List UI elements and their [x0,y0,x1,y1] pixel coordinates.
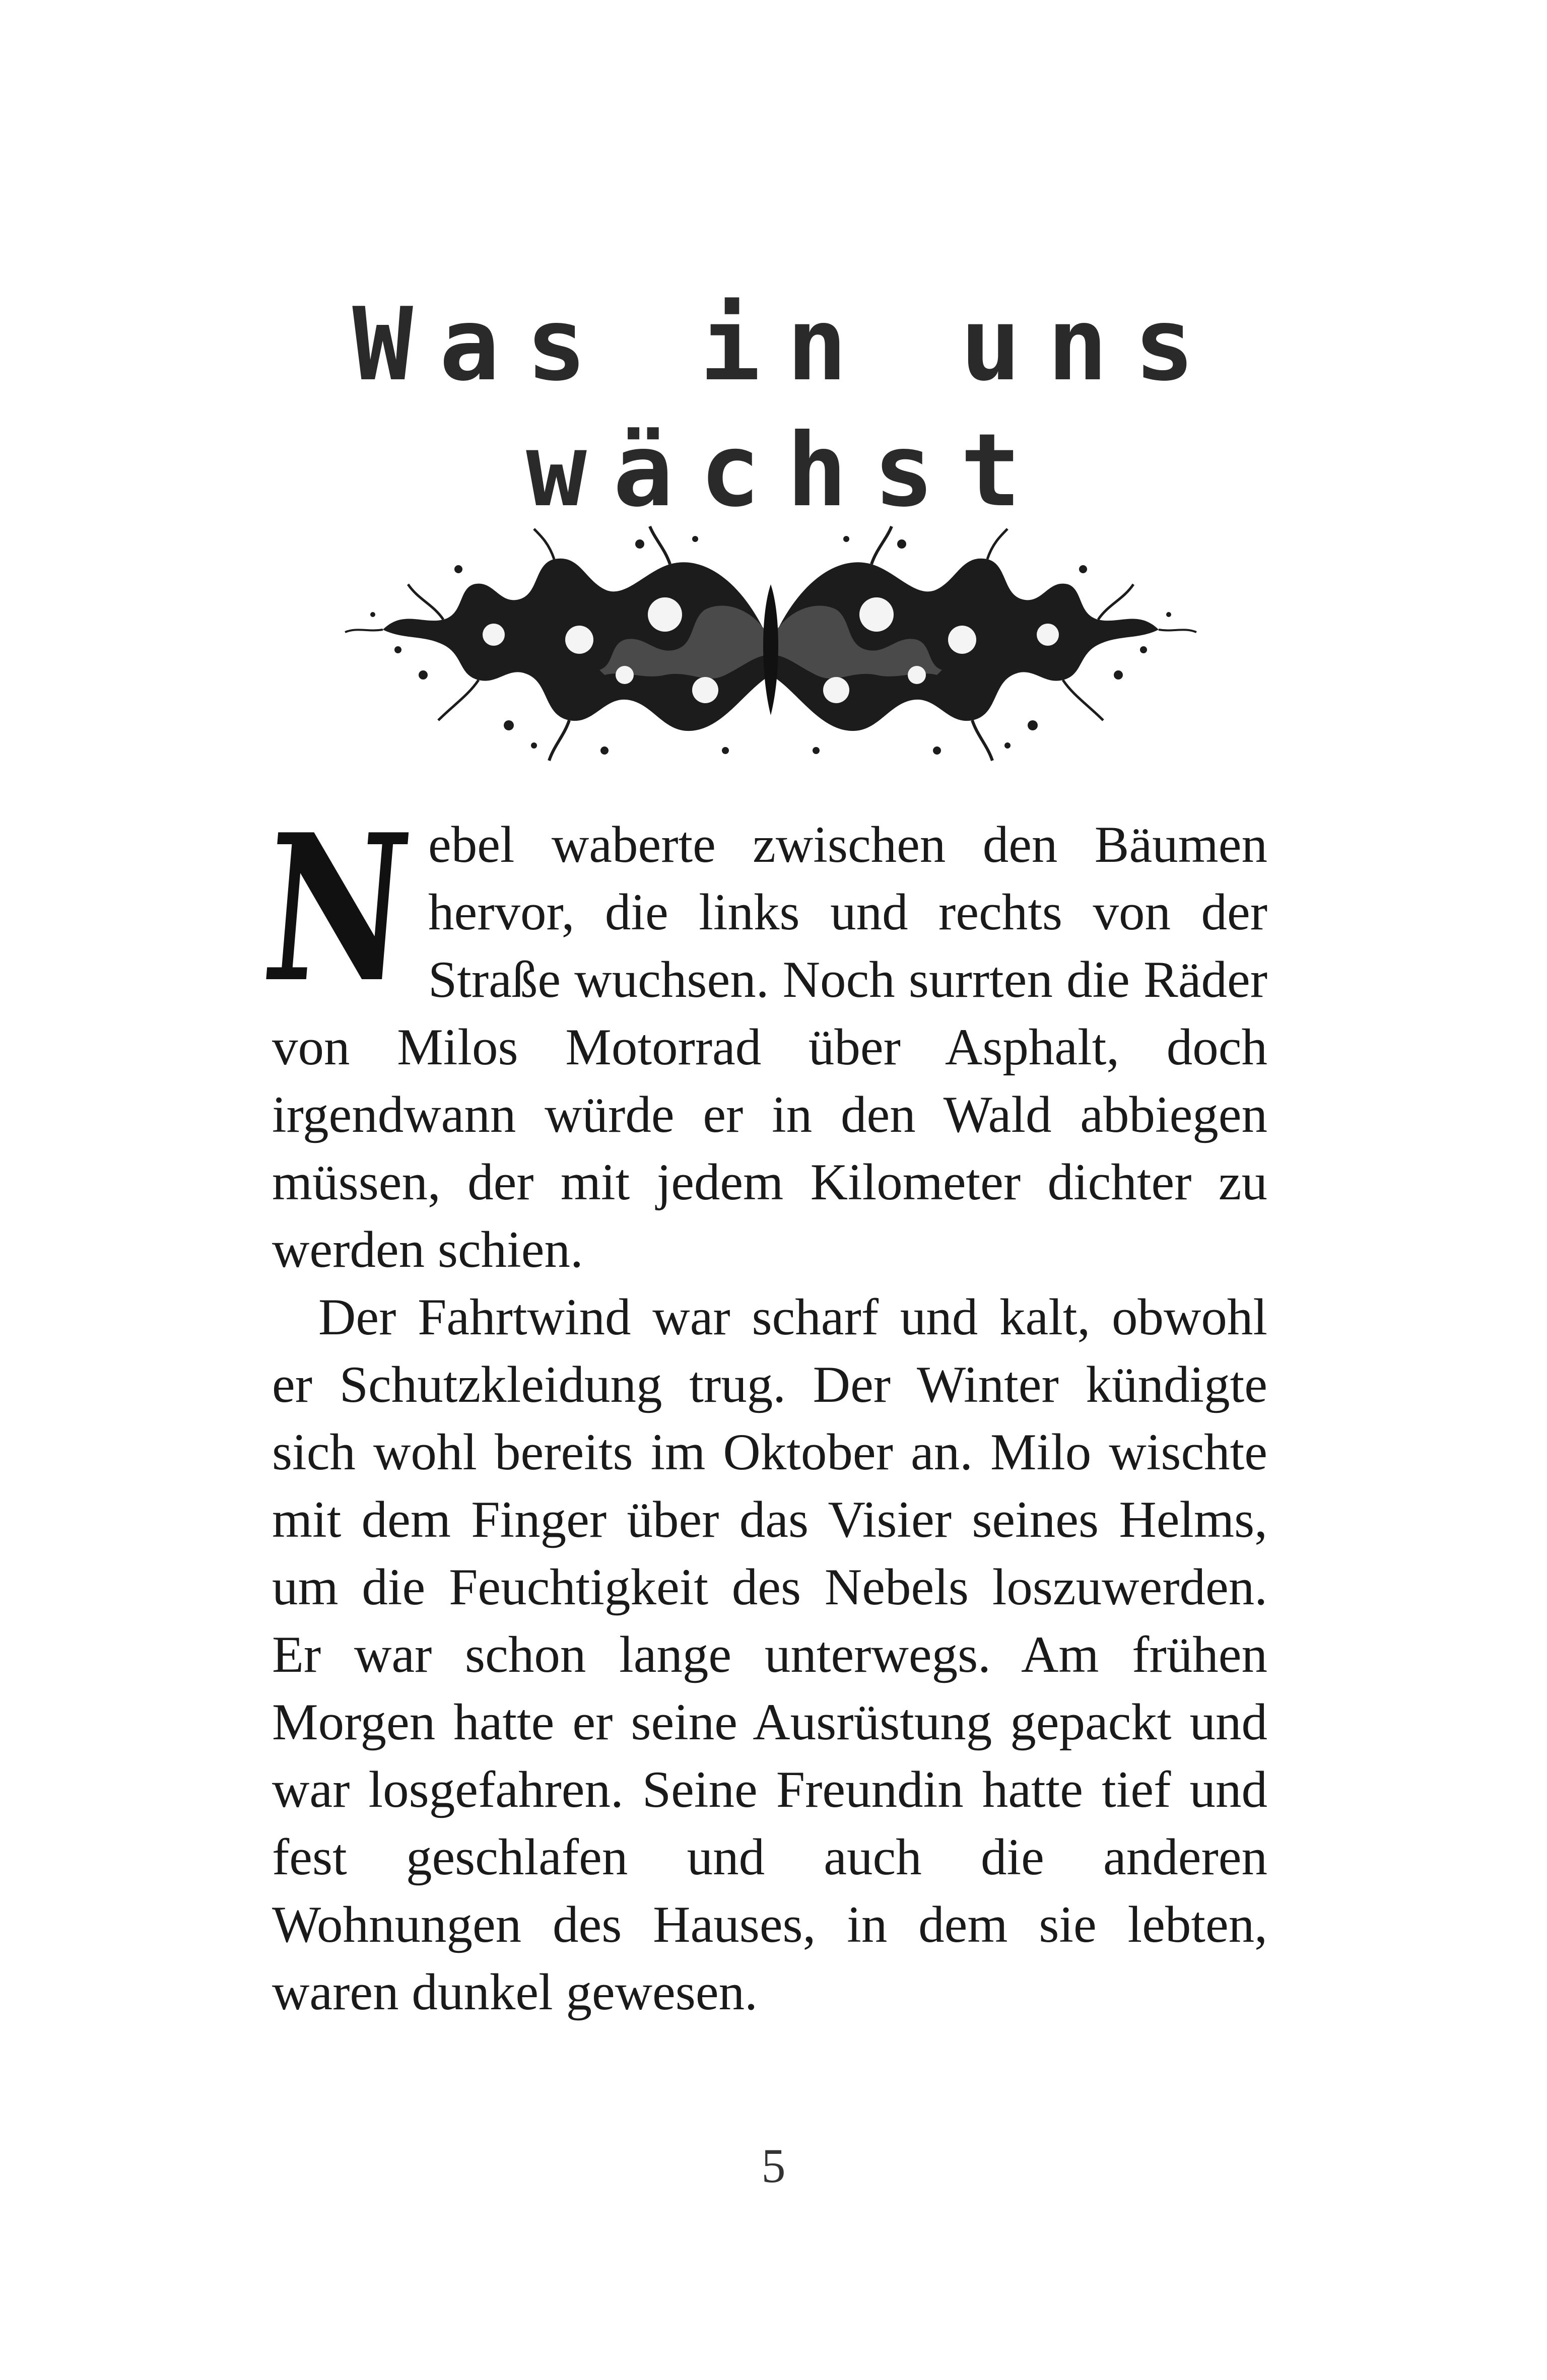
ink-blot-ornament-icon [343,524,1199,766]
page-number: 5 [761,2139,786,2193]
paragraph-2: Der Fahrtwind war scharf und kalt, obwohl er Schutzkleidung trug. Der Winter kündigte sich wohl bereits im Oktober an. Milo wischte mit dem Finger über das Visier seines Helms, um die Feuchtigkeit des Nebels loszuwerden. Er war schon lange unterwegs. Am frühen Morgen hatte er seine Ausrüstung gepackt und war losgefahren. Seine Freundin hatte tief und fest geschlafen und auch die anderen Wohnungen des Hauses, in dem sie lebten, waren dunkel gewesen. [272,1288,1267,2021]
drop-cap: N [255,790,419,1027]
chapter-text [255,790,1267,2026]
paragraph-1-container [255,790,1267,1283]
chapter-title-line-2: wächst [526,412,1047,529]
chapter-title [0,282,1547,534]
paragraph-1: ebel waberte zwischen den Bäumen hervor, die links und rechts von der Straße wuchsen. Noch surrten die Räder von Milos Motorrad über Asphalt, doch irgendwann würde er in den Wald abbiegen müssen, der mit jedem Kilometer dichter zu werden schien. [272,816,1267,1278]
chapter-title-line-1: Was in uns [352,286,1221,403]
